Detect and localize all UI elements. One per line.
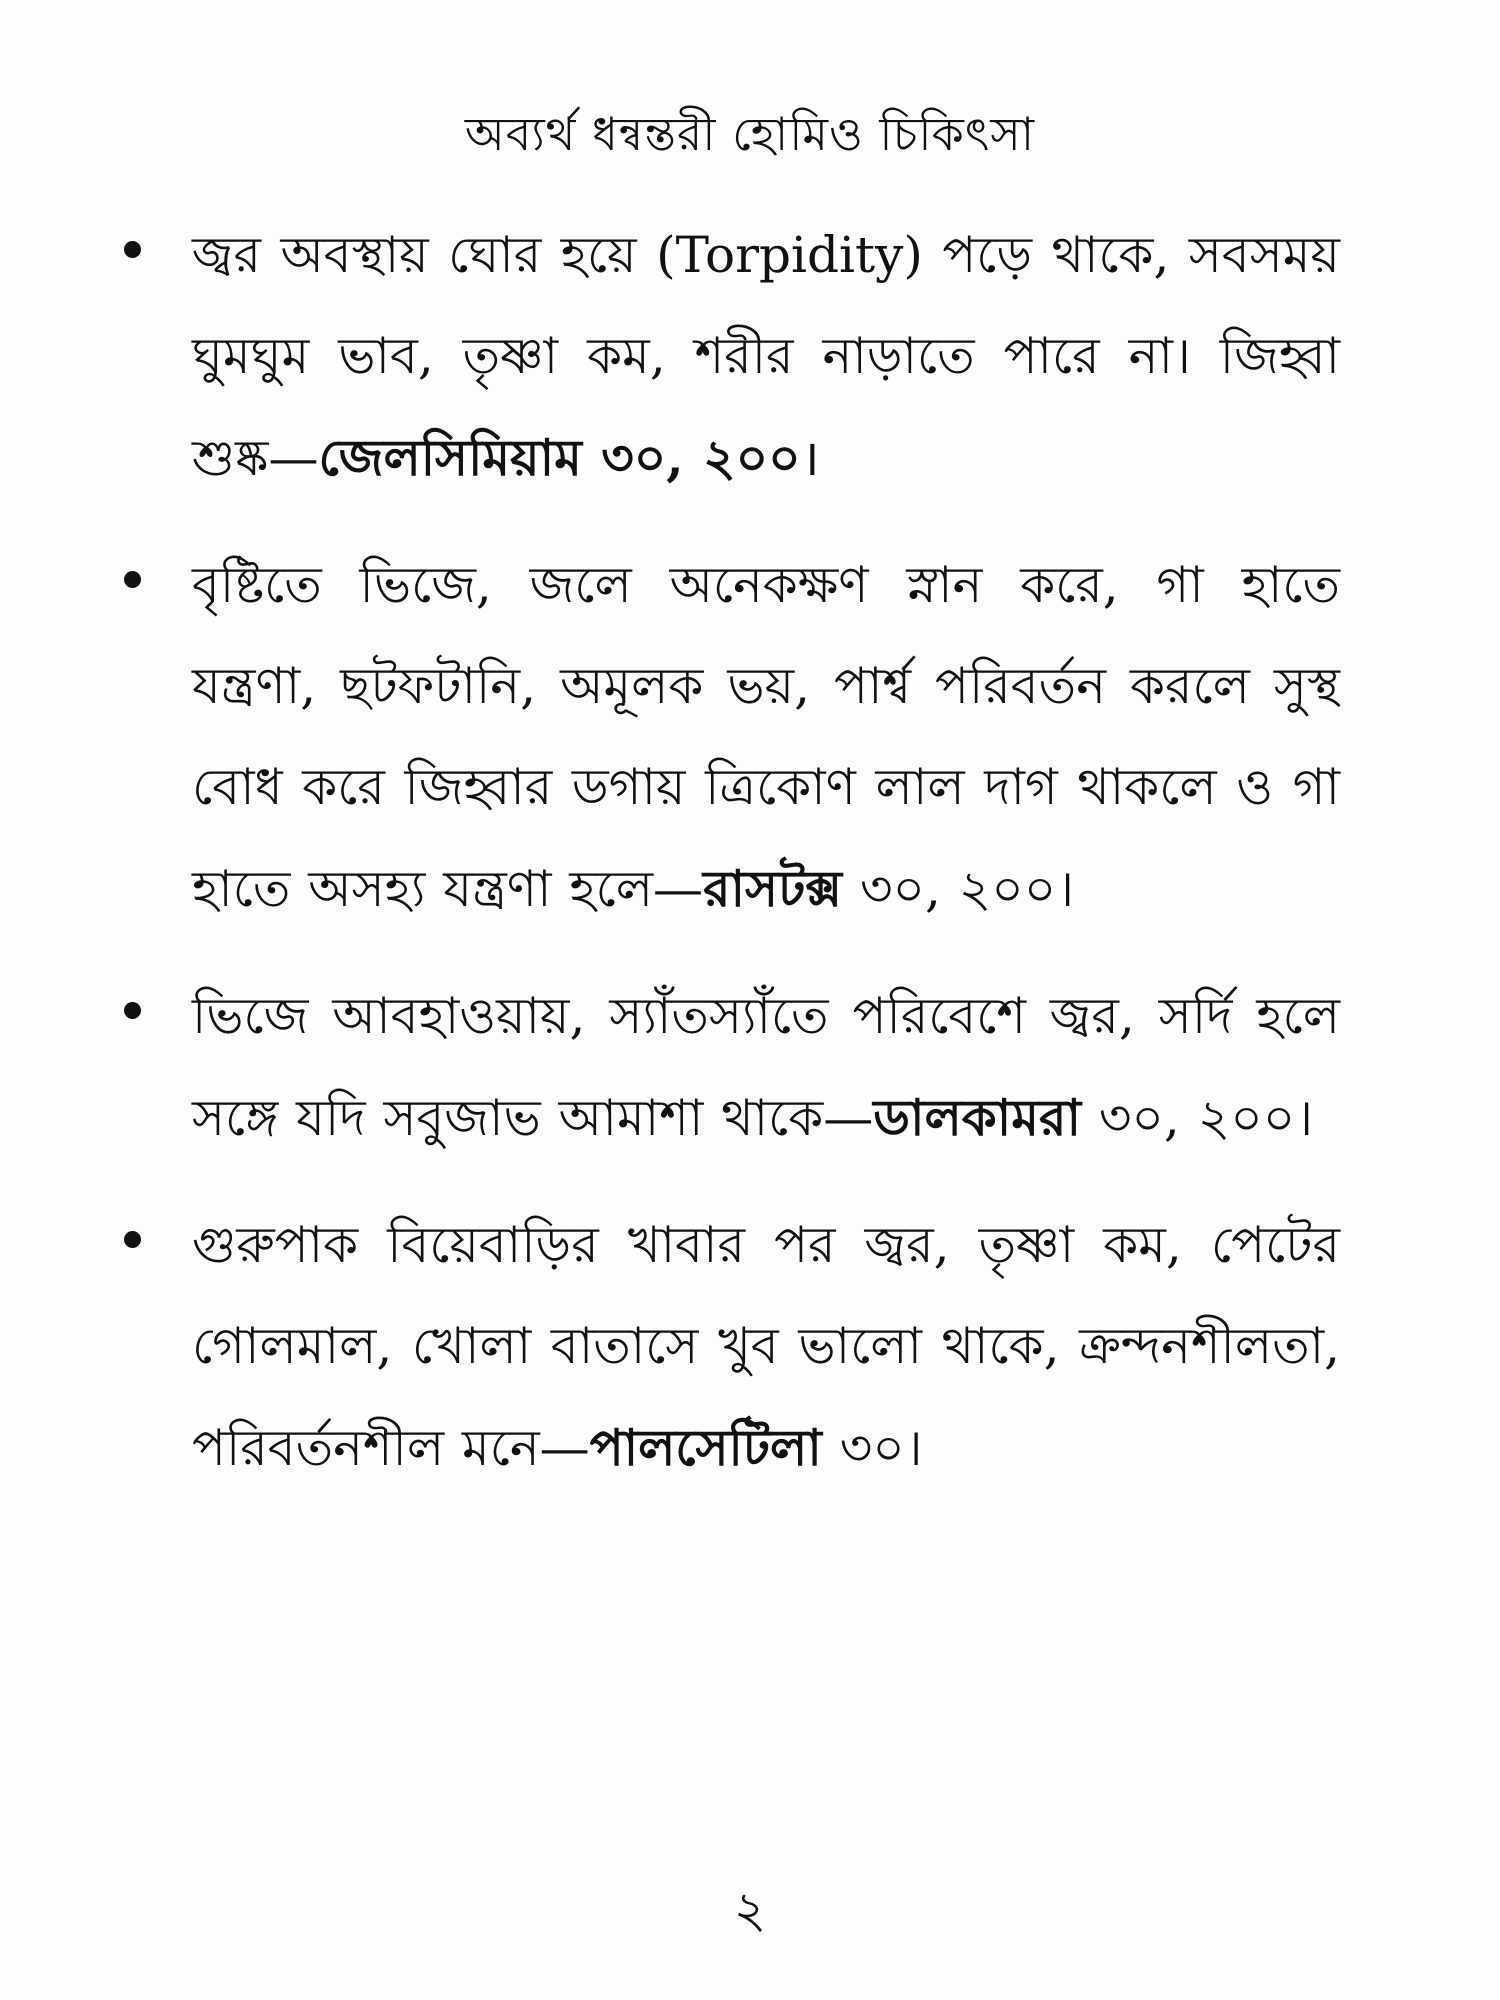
symptom-text: জ্বর অবস্থায় ঘোর হয়ে (Torpidity) পড়ে থাকে, সবসময় ঘুমঘুম ভাব, তৃষ্ণা কম, শরীর নাড়াতে পারে না। জিহ্বা শুষ্ক— bbox=[192, 226, 1340, 487]
entry-ending: ৩০, ২০০। bbox=[1081, 1089, 1314, 1147]
list-item bbox=[118, 1195, 1340, 1499]
symptom-text: ভিজে আবহাওয়ায়, স্যাঁতস্যাঁতে পরিবেশে জ্বর, সর্দি হলে সঙ্গে যদি সবুজাভ আমাশা থাকে— bbox=[192, 987, 1340, 1147]
remedy-name: ডালকামরা bbox=[873, 1088, 1082, 1147]
entry-ending: । bbox=[800, 429, 820, 487]
running-header: অব্যর্থ ধন্বন্তরী হোমিও চিকিৎসা bbox=[464, 107, 1036, 161]
remedy-name: জেলসিমিয়াম ৩০, ২০০ bbox=[318, 428, 801, 487]
entry-text bbox=[192, 966, 1340, 1169]
entry-text bbox=[192, 205, 1340, 509]
symptom-text: বৃষ্টিতে ভিজে, জলে অনেকক্ষণ স্নান করে, গা হাতে যন্ত্রণা, ছটফটানি, অমূলক ভয়, পার্শ্ব পরিবর্তন করলে সুস্থ বোধ করে জিহ্বার ডগায় ত্রিকোণ লাল দাগ থাকলে ও গা হাতে অসহ্য যন্ত্রণা হলে— bbox=[192, 556, 1340, 918]
entry-ending: ৩০। bbox=[821, 1419, 923, 1477]
entry-ending: ৩০, ২০০। bbox=[842, 860, 1075, 918]
bullet-icon bbox=[124, 571, 141, 588]
bullet-icon bbox=[124, 1002, 141, 1019]
symptom-text: গুরুপাক বিয়েবাড়ির খাবার পর জ্বর, তৃষ্ণা কম, পেটের গোলমাল, খোলা বাতাসে খুব ভালো থাকে, ক্রন্দনশীলতা, পরিবর্তনশীল মনে— bbox=[192, 1216, 1340, 1477]
remedy-name: রাসটক্স bbox=[703, 859, 843, 918]
remedy-name: পালসেটিলা bbox=[589, 1418, 822, 1477]
entry-text bbox=[192, 1195, 1340, 1499]
page-number: ২ bbox=[733, 1881, 767, 1939]
remedy-list bbox=[118, 205, 1340, 1525]
list-item bbox=[118, 966, 1340, 1169]
list-item bbox=[118, 535, 1340, 940]
list-item bbox=[118, 205, 1340, 509]
bullet-icon bbox=[124, 241, 141, 258]
entry-text bbox=[192, 535, 1340, 940]
bullet-icon bbox=[124, 1231, 141, 1248]
